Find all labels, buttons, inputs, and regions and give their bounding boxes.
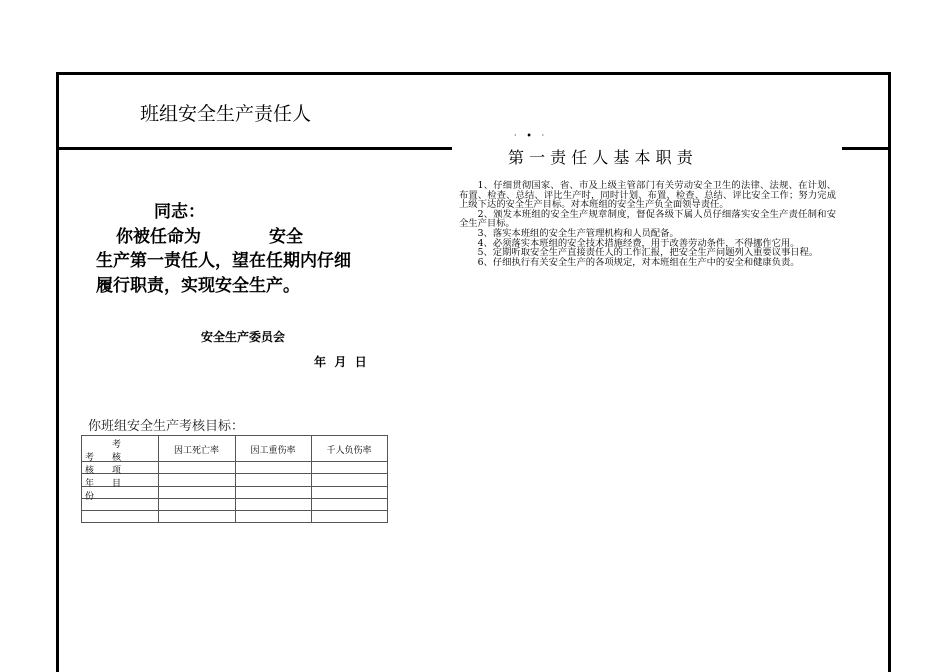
duty-item: 2、颁发本班组的安全生产规章制度，督促各级下属人员仔细落实安全生产责任制和安全生产目标。 (459, 208, 836, 230)
divider-right (842, 147, 890, 150)
duty-item: 3、落实本班组的安全生产管理机构和人员配备。 (477, 227, 679, 239)
appointment-line-4: 履行职责，实现安全生产。 (96, 275, 300, 296)
table-header-death-rate: 因工死亡率 (173, 446, 219, 456)
table-header-per-thousand-rate: 千人负伤率 (326, 446, 372, 456)
frame-top-border (56, 72, 891, 75)
divider-left (56, 147, 452, 150)
page-title: 班组安全生产责任人 (140, 103, 312, 125)
duties-title: 第 一 责 任 人 基 本 职 责 (508, 148, 693, 167)
table-header-injury-rate: 因工重伤率 (250, 446, 296, 456)
appointment-line-1: 同志： (154, 202, 205, 222)
targets-heading: 你班组安全生产考核目标： (88, 419, 245, 434)
duty-marks: ·•· (514, 130, 555, 140)
frame-right-border (888, 72, 891, 672)
duty-item: 6、仔细执行有关安全生产的各项规定，对本班组在生产中的安全和健康负责。 (477, 256, 800, 268)
appointment-line-2 (96, 225, 396, 250)
table-header-year: 考核年份 (85, 453, 95, 502)
appointment-line-2-prefix: 你被任命为 (116, 226, 201, 247)
appointment-line-3: 生产第一责任人，望在任期内仔细 (96, 251, 351, 271)
frame-left-border (56, 72, 59, 672)
duty-item: 4、必须落实本班组的安全技术措施经费，用于改善劳动条件，不得挪作它用。 (477, 237, 800, 249)
duty-item: 5、定期听取安全生产直接责任人的工作汇报，把安全生产问题列入重要议事日程。 (477, 247, 819, 259)
duties-list (459, 181, 836, 267)
issuer-name: 安全生产委员会 (201, 330, 286, 344)
duty-item: 1、仔细贯彻国家、省、市及上级主管部门有关劳动安全卫生的法律、法规、在计划、布置、检查、总结、评比生产时，同时计划、布置、检查、总结、评比安全工作；努力完成上级下达的安全生产目标。对本班组的安全生产负全面领导责任。 (459, 180, 836, 211)
table-header-item: 考核项目 (112, 440, 122, 489)
appointment-line-2-suffix: 安全 (269, 226, 303, 247)
issue-date: 年 月 日 (314, 355, 367, 369)
appointment-text (96, 200, 396, 298)
